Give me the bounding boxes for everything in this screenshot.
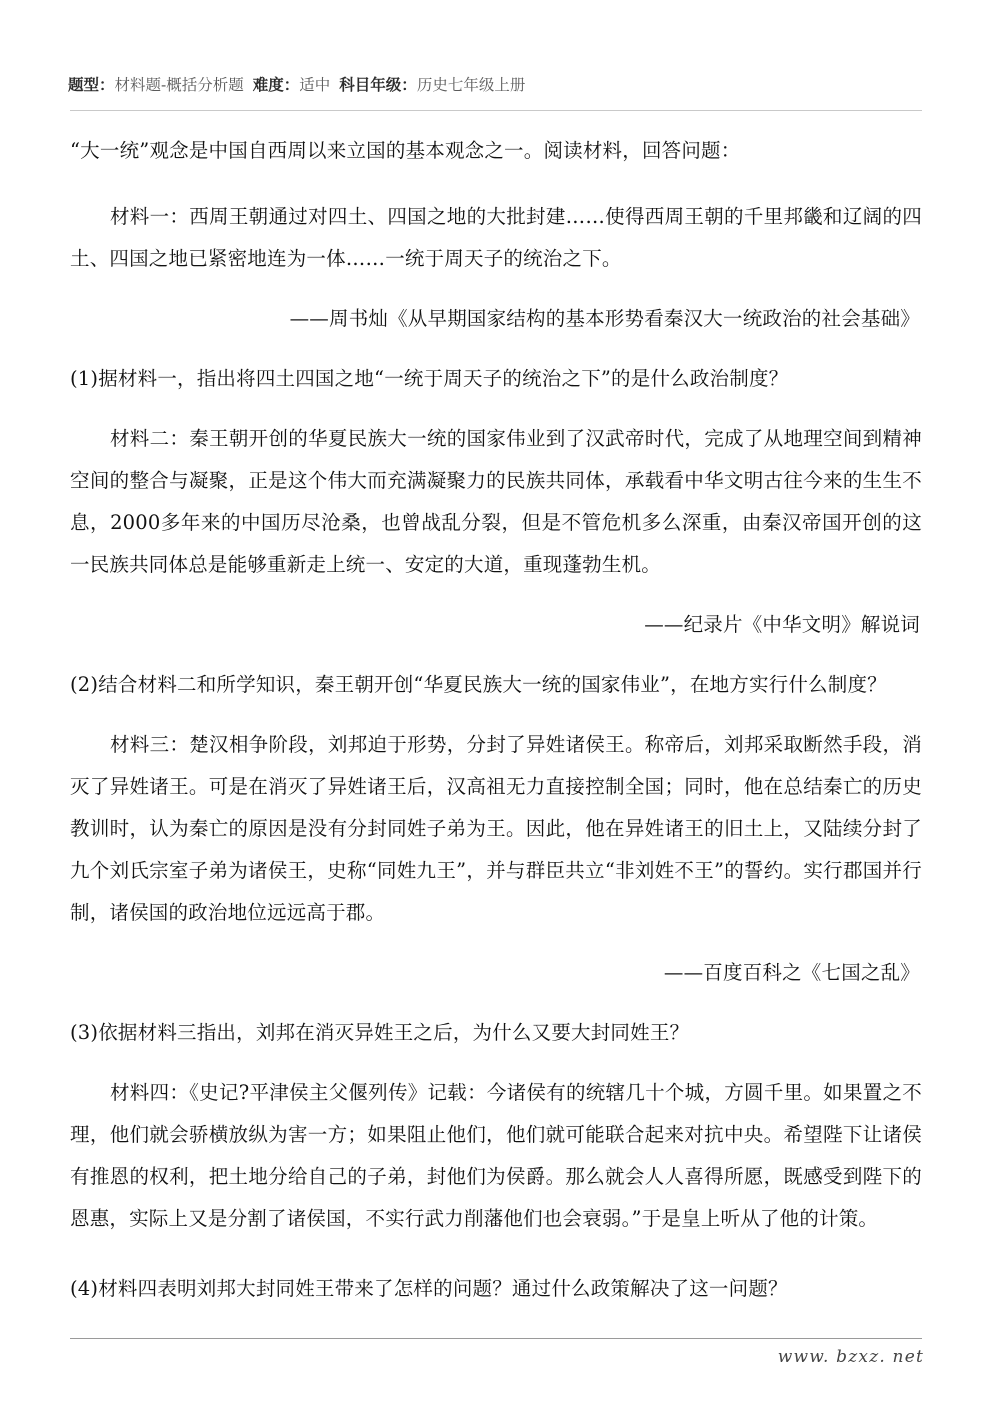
question-one: (1)据材料一，指出将四土四国之地“一统于周天子的统治之下”的是什么政治制度？ — [70, 367, 789, 390]
spacer — [70, 942, 922, 952]
material-two-paragraph: 材料二：秦王朝开创的华夏民族大一统的国家伟业到了汉武帝时代，完成了从地理空间到精神空间的整合与凝聚，正是这个伟大而充满凝聚力的民族共同体，承载看中华文明古往今来的生生不息，2000多年来的中国历尽沧桑，也曾战乱分裂，但是不管危机多么深重，由秦汉帝国开创的这一民族共同体总是能够重新走上统一、安定的大道，重现蓬勃生机。 — [70, 427, 922, 576]
question-type-value: 材料题-概括分析题 — [114, 76, 244, 94]
material-three-paragraph: 材料三：楚汉相争阶段，刘邦迫于形势，分封了异姓诸侯王。称帝后，刘邦采取断然手段，消灭了异姓诸王。可是在消灭了异姓诸王后，汉高祖无力直接控制全国；同时，他在总结秦亡的历史教训时，认为秦亡的原因是没有分封同姓子弟为王。因此，他在异姓诸王的旧土上，又陆续分封了九个刘氏宗室子弟为诸侯王，史称“同姓九王”，并与群臣共立“非刘姓不王”的誓约。实行郡国并行制，诸侯国的政治地位远远高于郡。 — [70, 733, 922, 924]
spacer — [70, 654, 922, 664]
document-body — [70, 130, 922, 1318]
spacer — [70, 714, 922, 724]
spacer — [70, 288, 922, 298]
material-one-source: ——周书灿《从早期国家结构的基本形势看秦汉大一统政治的社会基础》 — [289, 307, 920, 330]
spacer — [70, 1248, 922, 1268]
spacer — [70, 1002, 922, 1012]
material-four-paragraph: 材料四：《史记?平津侯主父偃列传》记载：今诸侯有的统辖几十个城，方圆千里。如果置之不理，他们就会骄横放纵为害一方；如果阻止他们，他们就可能联合起来对抗中央。希望陛下让诸侯有推恩的权利，把土地分给自己的子弟，封他们为侯爵。那么就会人人喜得所愿，既感受到陛下的恩惠，实际上又是分割了诸侯国，不实行武力削藩他们也会衰弱。”于是皇上听从了他的计策。 — [70, 1081, 922, 1230]
material-two-source: ——纪录片《中华文明》解说词 — [644, 613, 920, 636]
header-divider — [70, 110, 922, 111]
subject-grade-value: 历史七年级上册 — [416, 76, 526, 94]
subject-grade-label: 科目年级： — [339, 75, 417, 94]
footer-website-url: www. bzxz. net — [777, 1347, 924, 1367]
lead-paragraph: “大一统”观念是中国自西周以来立国的基本观念之一。阅读材料，回答问题： — [70, 139, 741, 162]
spacer — [70, 594, 922, 604]
spacer — [70, 186, 922, 196]
difficulty-value: 适中 — [299, 76, 331, 94]
material-three-source: ——百度百科之《七国之乱》 — [663, 961, 920, 984]
document-header-meta — [68, 74, 928, 96]
difficulty-label: 难度： — [252, 75, 300, 94]
question-four: (4)材料四表明刘邦大封同姓王带来了怎样的问题？通过什么政策解决了这一问题？ — [70, 1277, 788, 1300]
question-three: (3)依据材料三指出，刘邦在消灭异姓王之后，为什么又要大封同姓王？ — [70, 1021, 690, 1044]
spacer — [70, 408, 922, 418]
material-one-paragraph: 材料一：西周王朝通过对四土、四国之地的大批封建……使得西周王朝的千里邦畿和辽阔的四土、四国之地已紧密地连为一体……一统于周天子的统治之下。 — [70, 205, 922, 270]
question-two: (2)结合材料二和所学知识，秦王朝开创“华夏民族大一统的国家伟业”，在地方实行什么制度？ — [70, 673, 887, 696]
spacer — [70, 348, 922, 358]
question-type-label: 题型： — [68, 75, 115, 94]
spacer — [70, 1062, 922, 1072]
footer-divider — [70, 1338, 922, 1339]
